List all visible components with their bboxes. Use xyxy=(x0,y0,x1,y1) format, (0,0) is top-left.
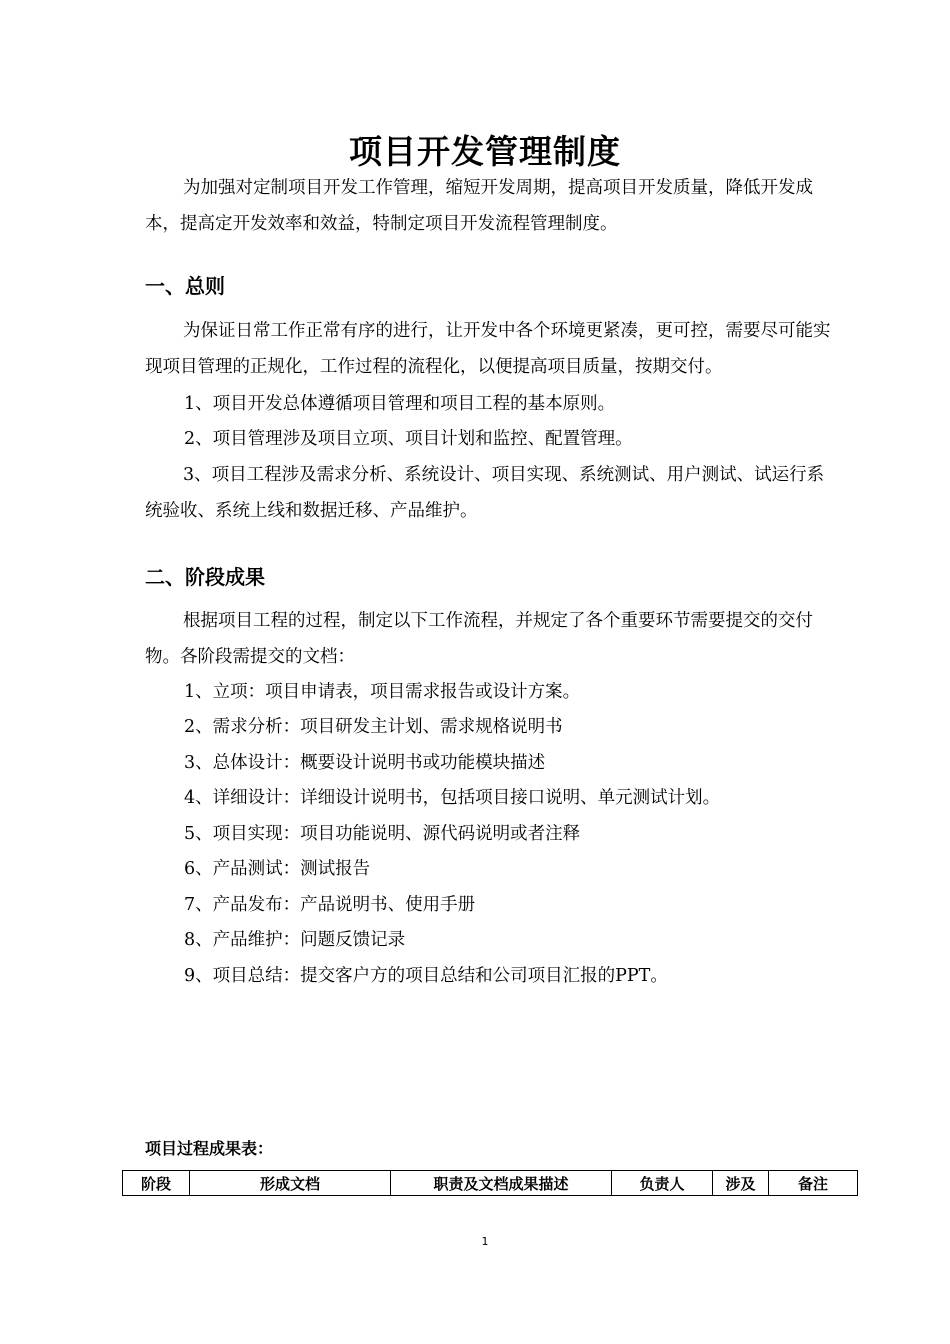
table-header-row xyxy=(123,1171,858,1196)
stage-item-7: 7、产品发布：产品说明书、使用手册 xyxy=(184,895,476,915)
header-responsibilities: 职责及文档成果描述 xyxy=(391,1171,612,1196)
page-number: 1 xyxy=(481,1235,489,1248)
stage-item-5: 5、项目实现：项目功能说明、源代码说明或者注释 xyxy=(184,824,581,844)
stage-item-1: 1、立项：项目申请表，项目需求报告或设计方案。 xyxy=(184,682,581,702)
stage-results-paragraph: 根据项目工程的过程，制定以下工作流程，并规定了各个重要环节需要提交的交付物。各阶段需提交的文档： xyxy=(145,611,813,667)
header-stage: 阶段 xyxy=(123,1171,190,1196)
results-table xyxy=(122,1170,858,1196)
header-owner: 负责人 xyxy=(612,1171,713,1196)
general-paragraph: 为保证日常工作正常有序的进行，让开发中各个环境更紧凑，更可控，需要尽可能实现项目管理的正规化，工作过程的流程化，以便提高项目质量，按期交付。 xyxy=(145,321,831,377)
stage-item-4: 4、详细设计：详细设计说明书，包括项目接口说明、单元测试计划。 xyxy=(184,788,721,808)
section-heading-general: 一、总则 xyxy=(145,274,225,298)
intro-paragraph: 为加强对定制项目开发工作管理，缩短开发周期，提高项目开发质量，降低开发成本，提高定开发效率和效益，特制定项目开发流程管理制度。 xyxy=(145,178,813,234)
general-item-1: 1、项目开发总体遵循项目管理和项目工程的基本原则。 xyxy=(184,394,616,414)
table-caption: 项目过程成果表： xyxy=(145,1139,274,1158)
header-remarks: 备注 xyxy=(769,1171,858,1196)
stage-item-3: 3、总体设计：概要设计说明书或功能模块描述 xyxy=(184,753,546,773)
header-involved: 涉及 xyxy=(713,1171,769,1196)
header-documents: 形成文档 xyxy=(190,1171,391,1196)
stage-item-2: 2、需求分析：项目研发主计划、需求规格说明书 xyxy=(184,717,563,737)
general-item-3: 3、项目工程涉及需求分析、系统设计、项目实现、系统测试、用户测试、试运行系统验收、系统上线和数据迁移、产品维护。 xyxy=(145,465,825,521)
stage-item-6: 6、产品测试：测试报告 xyxy=(184,859,371,879)
stage-item-8: 8、产品维护：问题反馈记录 xyxy=(184,930,406,950)
section-heading-stage-results: 二、阶段成果 xyxy=(145,565,265,589)
stage-item-9: 9、项目总结：提交客户方的项目总结和公司项目汇报的PPT。 xyxy=(184,966,668,986)
general-item-2: 2、项目管理涉及项目立项、项目计划和监控、配置管理。 xyxy=(184,429,633,449)
document-title: 项目开发管理制度 xyxy=(349,132,621,171)
